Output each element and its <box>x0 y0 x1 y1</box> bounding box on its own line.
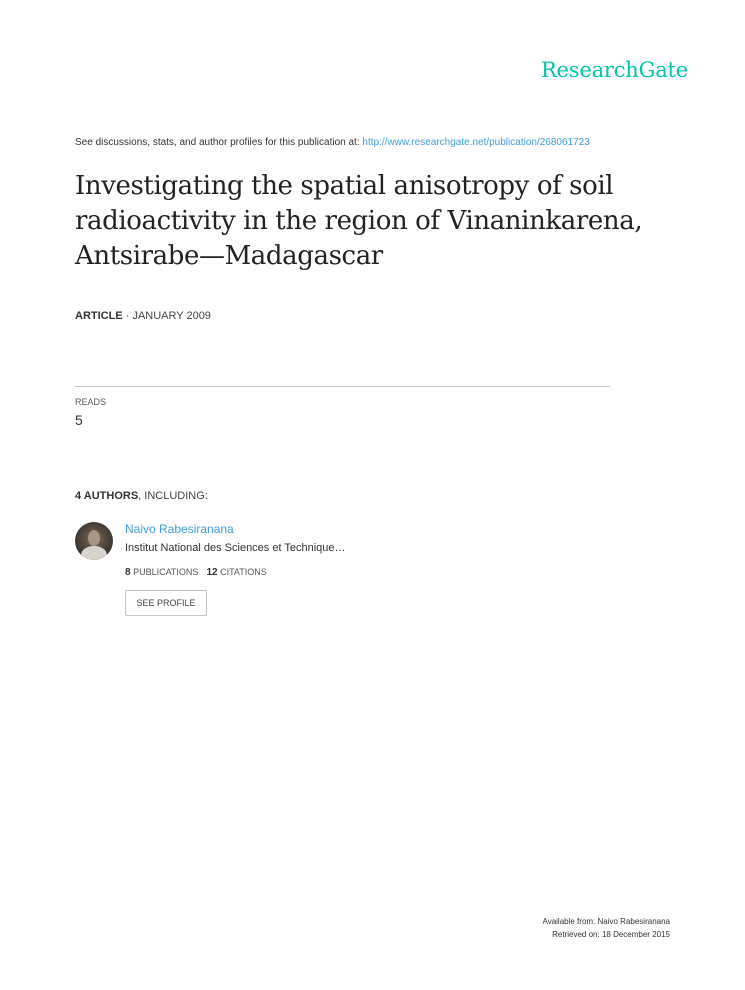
author-stats <box>125 567 267 578</box>
publications-count: 8 <box>125 567 131 578</box>
divider <box>75 386 610 387</box>
retrieved-on: Retrieved on: 18 December 2015 <box>552 930 670 939</box>
reads-label: READS <box>75 397 107 407</box>
discussion-text: See discussions, stats, and author profiles for this publication at: <box>75 137 363 148</box>
footer <box>543 915 670 941</box>
avatar-face <box>88 530 100 546</box>
title-line-2: radioactivity in the region of Vinaninkarena, <box>75 206 643 236</box>
author-institution: Institut National des Sciences et Technique… <box>125 542 346 554</box>
avatar[interactable] <box>75 522 113 560</box>
authors-heading <box>75 490 208 502</box>
publications-label: PUBLICATIONS <box>133 567 199 577</box>
publication-link[interactable]: http://www.researchgate.net/publication/268061723 <box>362 137 590 148</box>
reads-value: 5 <box>75 412 83 428</box>
citations-label: CITATIONS <box>220 567 267 577</box>
see-profile-button[interactable]: SEE PROFILE <box>125 590 207 616</box>
authors-count: 4 AUTHORS <box>75 490 139 502</box>
authors-suffix: , INCLUDING: <box>138 490 208 502</box>
title-line-1: Investigating the spatial anisotropy of soil <box>75 171 614 201</box>
article-title <box>75 169 675 274</box>
article-date: JANUARY 2009 <box>132 310 211 322</box>
citations-count: 12 <box>206 567 218 578</box>
avatar-shirt <box>81 546 107 560</box>
available-from: Available from: Naivo Rabesiranana <box>542 917 670 926</box>
discussion-notice <box>75 137 590 148</box>
article-type: ARTICLE <box>75 310 123 322</box>
article-meta <box>75 310 211 322</box>
author-name-link[interactable]: Naivo Rabesiranana <box>125 522 234 536</box>
title-line-3: Antsirabe—Madagascar <box>75 241 383 271</box>
researchgate-logo[interactable]: ResearchGate <box>540 58 688 82</box>
meta-separator: · <box>122 310 133 322</box>
